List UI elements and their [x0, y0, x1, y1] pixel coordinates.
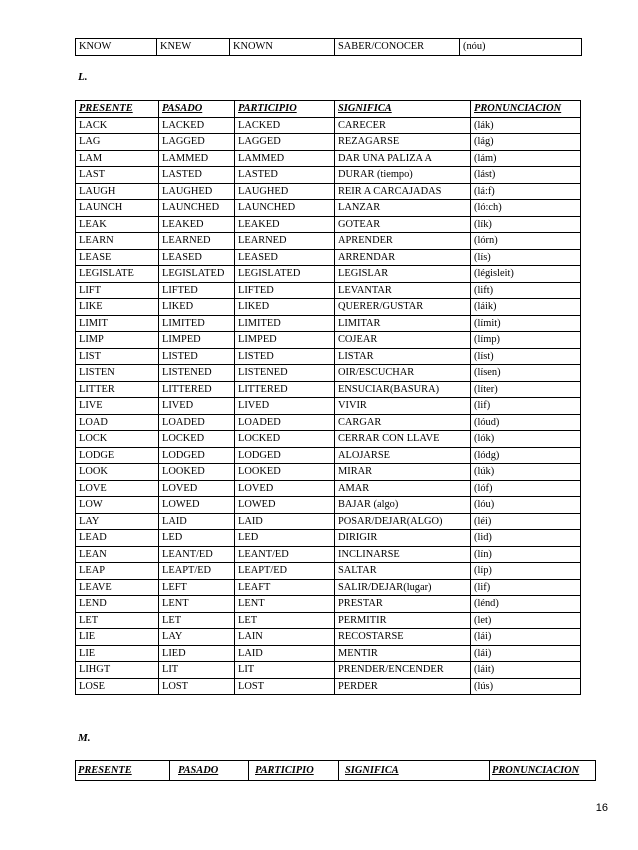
cell-participio: LEASED [235, 249, 335, 266]
cell-pronunciacion: (lái) [471, 629, 581, 646]
cell-participio: LODGED [235, 447, 335, 464]
cell-participio: LISTED [235, 348, 335, 365]
table-row [76, 480, 581, 497]
header-pasado: PASADO [159, 101, 235, 118]
cell-participio: LAUGHED [235, 183, 335, 200]
table-row [76, 530, 581, 547]
table-row [76, 579, 581, 596]
cell-participio: LAID [235, 645, 335, 662]
section-heading-l: L. [78, 71, 88, 83]
cell-significa: ARRENDAR [335, 249, 471, 266]
cell-presente: LOW [76, 497, 159, 514]
table-row [76, 134, 581, 151]
cell-pronunciacion: (lást) [471, 167, 581, 184]
cell-significa: OIR/ESCUCHAR [335, 365, 471, 382]
cell-pasado: LAID [159, 513, 235, 530]
cell-significa: RECOSTARSE [335, 629, 471, 646]
cell-pasado: LET [159, 612, 235, 629]
cell-participio: LAMMED [235, 150, 335, 167]
cell-significa: LIMITAR [335, 315, 471, 332]
cell-presente: LODGE [76, 447, 159, 464]
table-row [76, 381, 581, 398]
cell-pasado: LACKED [159, 117, 235, 134]
verbs-table-m-header [75, 760, 596, 781]
cell-presente: LIVE [76, 398, 159, 415]
table-row [76, 431, 581, 448]
table-row [76, 612, 581, 629]
cell-pasado: KNEW [157, 39, 230, 56]
table-row [76, 414, 581, 431]
cell-significa: SABER/CONOCER [335, 39, 460, 56]
cell-pronunciacion: (lid) [471, 530, 581, 547]
cell-participio: LIVED [235, 398, 335, 415]
header-presente: PRESENTE [76, 101, 159, 118]
table-row [76, 167, 581, 184]
cell-participio: LOVED [235, 480, 335, 497]
cell-pasado: LOOKED [159, 464, 235, 481]
table-row [76, 332, 581, 349]
table-row [76, 282, 581, 299]
table-row [76, 348, 581, 365]
cell-presente: KNOW [76, 39, 157, 56]
cell-significa: CARGAR [335, 414, 471, 431]
cell-pronunciacion: (lái) [471, 645, 581, 662]
cell-pronunciacion: (lódg) [471, 447, 581, 464]
cell-pasado: LIMPED [159, 332, 235, 349]
header-significa: SIGNIFICA [339, 761, 490, 781]
header-pronunciacion: PRONUNCIACION [490, 761, 596, 781]
header-pasado: PASADO [170, 761, 249, 781]
cell-pronunciacion: (lík) [471, 216, 581, 233]
cell-pasado: LAUNCHED [159, 200, 235, 217]
cell-significa: REZAGARSE [335, 134, 471, 151]
cell-significa: QUERER/GUSTAR [335, 299, 471, 316]
cell-pronunciacion: (lénd) [471, 596, 581, 613]
cell-presente: LEARN [76, 233, 159, 250]
cell-pasado: LITTERED [159, 381, 235, 398]
table-row [76, 150, 581, 167]
header-participio: PARTICIPIO [249, 761, 339, 781]
table-row [76, 249, 581, 266]
cell-participio: LEGISLATED [235, 266, 335, 283]
cell-pasado: LIMITED [159, 315, 235, 332]
cell-significa: VIVIR [335, 398, 471, 415]
cell-pronunciacion: (ló:ch) [471, 200, 581, 217]
cell-pasado: LEARNED [159, 233, 235, 250]
cell-participio: LOST [235, 678, 335, 695]
cell-pasado: LIVED [159, 398, 235, 415]
cell-significa: PERMITIR [335, 612, 471, 629]
cell-pasado: LODGED [159, 447, 235, 464]
cell-pronunciacion: (lús) [471, 678, 581, 695]
cell-presente: LOCK [76, 431, 159, 448]
cell-significa: COJEAR [335, 332, 471, 349]
cell-pronunciacion: (léi) [471, 513, 581, 530]
cell-pasado: LEGISLATED [159, 266, 235, 283]
cell-participio: LAGGED [235, 134, 335, 151]
cell-pronunciacion: (láit) [471, 662, 581, 679]
cell-presente: LOAD [76, 414, 159, 431]
cell-participio: LENT [235, 596, 335, 613]
cell-pronunciacion: (lís) [471, 249, 581, 266]
verbs-table-l [75, 100, 581, 695]
cell-pronunciacion: (lúk) [471, 464, 581, 481]
cell-pasado: LAGGED [159, 134, 235, 151]
cell-pronunciacion: (lísen) [471, 365, 581, 382]
table-row [76, 365, 581, 382]
table-row [76, 546, 581, 563]
cell-participio: LEANT/ED [235, 546, 335, 563]
section-heading-m: M. [78, 732, 91, 744]
cell-presente: LACK [76, 117, 159, 134]
cell-pronunciacion: (lám) [471, 150, 581, 167]
cell-significa: REIR A CARCAJADAS [335, 183, 471, 200]
cell-significa: BAJAR (algo) [335, 497, 471, 514]
cell-pasado: LOADED [159, 414, 235, 431]
table-row [76, 645, 581, 662]
know-row-table [75, 38, 582, 56]
cell-significa: LEVANTAR [335, 282, 471, 299]
cell-pasado: LOCKED [159, 431, 235, 448]
cell-participio: LIMPED [235, 332, 335, 349]
cell-participio: LOOKED [235, 464, 335, 481]
table-header-row [76, 101, 581, 118]
cell-significa: CARECER [335, 117, 471, 134]
cell-presente: LIKE [76, 299, 159, 316]
cell-presente: LOSE [76, 678, 159, 695]
cell-pasado: LIKED [159, 299, 235, 316]
cell-significa: DIRIGIR [335, 530, 471, 547]
table-row [76, 678, 581, 695]
table-row [76, 233, 581, 250]
cell-pasado: LEFT [159, 579, 235, 596]
cell-significa: DURAR (tiempo) [335, 167, 471, 184]
cell-significa: GOTEAR [335, 216, 471, 233]
cell-participio: LIT [235, 662, 335, 679]
table-row [76, 629, 581, 646]
cell-significa: DAR UNA PALIZA A [335, 150, 471, 167]
cell-pronunciacion: (lín) [471, 546, 581, 563]
cell-presente: LIHGT [76, 662, 159, 679]
cell-significa: MIRAR [335, 464, 471, 481]
cell-significa: PERDER [335, 678, 471, 695]
cell-significa: ALOJARSE [335, 447, 471, 464]
cell-pronunciacion: (lá:f) [471, 183, 581, 200]
cell-pasado: LOVED [159, 480, 235, 497]
cell-presente: LEAK [76, 216, 159, 233]
cell-significa: SALTAR [335, 563, 471, 580]
cell-presente: LIMIT [76, 315, 159, 332]
header-significa: SIGNIFICA [335, 101, 471, 118]
cell-significa: POSAR/DEJAR(ALGO) [335, 513, 471, 530]
cell-pronunciacion: (límit) [471, 315, 581, 332]
cell-pasado: LED [159, 530, 235, 547]
cell-pronunciacion: (líp) [471, 563, 581, 580]
cell-participio: LIFTED [235, 282, 335, 299]
cell-participio: LAIN [235, 629, 335, 646]
cell-significa: AMAR [335, 480, 471, 497]
cell-participio: LIMITED [235, 315, 335, 332]
cell-pronunciacion: (líter) [471, 381, 581, 398]
cell-pronunciacion: (líst) [471, 348, 581, 365]
table-row [76, 117, 581, 134]
cell-presente: LIE [76, 629, 159, 646]
table-row [76, 200, 581, 217]
cell-presente: LEGISLATE [76, 266, 159, 283]
cell-pasado: LEAKED [159, 216, 235, 233]
cell-presente: LAUNCH [76, 200, 159, 217]
cell-pronunciacion: (lók) [471, 431, 581, 448]
cell-pasado: LOWED [159, 497, 235, 514]
cell-participio: LEAFT [235, 579, 335, 596]
table-row [76, 216, 581, 233]
cell-presente: LOVE [76, 480, 159, 497]
cell-significa: APRENDER [335, 233, 471, 250]
table-row [76, 398, 581, 415]
cell-pronunciacion: (nóu) [460, 39, 582, 56]
cell-presente: LIMP [76, 332, 159, 349]
cell-presente: LEAVE [76, 579, 159, 596]
cell-presente: LIST [76, 348, 159, 365]
table-row [76, 513, 581, 530]
cell-significa: MENTIR [335, 645, 471, 662]
cell-pasado: LAY [159, 629, 235, 646]
cell-presente: LAG [76, 134, 159, 151]
cell-pronunciacion: (lif) [471, 579, 581, 596]
cell-significa: INCLINARSE [335, 546, 471, 563]
cell-pasado: LEAPT/ED [159, 563, 235, 580]
cell-pronunciacion: (lóf) [471, 480, 581, 497]
table-row [76, 39, 582, 56]
cell-pronunciacion: (lórn) [471, 233, 581, 250]
cell-pasado: LENT [159, 596, 235, 613]
cell-pronunciacion: (lif) [471, 398, 581, 415]
cell-presente: LEAD [76, 530, 159, 547]
cell-participio: LAID [235, 513, 335, 530]
header-pronunciacion: PRONUNCIACION [471, 101, 581, 118]
cell-presente: LAY [76, 513, 159, 530]
cell-pasado: LAUGHED [159, 183, 235, 200]
cell-pasado: LISTENED [159, 365, 235, 382]
cell-presente: LET [76, 612, 159, 629]
table-row [76, 183, 581, 200]
page-number: 16 [595, 802, 608, 814]
cell-significa: ENSUCIAR(BASURA) [335, 381, 471, 398]
table-row [76, 299, 581, 316]
header-participio: PARTICIPIO [235, 101, 335, 118]
table-header-row [76, 761, 596, 781]
cell-presente: LEASE [76, 249, 159, 266]
cell-participio: LIKED [235, 299, 335, 316]
cell-participio: LED [235, 530, 335, 547]
cell-significa: LANZAR [335, 200, 471, 217]
cell-pronunciacion: (lift) [471, 282, 581, 299]
cell-pronunciacion: (let) [471, 612, 581, 629]
cell-presente: LITTER [76, 381, 159, 398]
cell-presente: LEAN [76, 546, 159, 563]
cell-participio: LACKED [235, 117, 335, 134]
table-row [76, 662, 581, 679]
cell-participio: LEARNED [235, 233, 335, 250]
cell-participio: LOCKED [235, 431, 335, 448]
cell-pronunciacion: (láik) [471, 299, 581, 316]
cell-participio: LEAKED [235, 216, 335, 233]
table-row [76, 464, 581, 481]
cell-pasado: LIED [159, 645, 235, 662]
verbs-table-body [76, 117, 581, 695]
cell-pasado: LIFTED [159, 282, 235, 299]
cell-participio: LEAPT/ED [235, 563, 335, 580]
cell-presente: LAM [76, 150, 159, 167]
table-row [76, 447, 581, 464]
table-row [76, 563, 581, 580]
cell-pronunciacion: (lák) [471, 117, 581, 134]
cell-participio: LET [235, 612, 335, 629]
cell-pasado: LOST [159, 678, 235, 695]
cell-pronunciacion: (lóu) [471, 497, 581, 514]
cell-participio: LAUNCHED [235, 200, 335, 217]
cell-participio: LASTED [235, 167, 335, 184]
cell-pronunciacion: (lág) [471, 134, 581, 151]
table-row [76, 596, 581, 613]
cell-significa: PRENDER/ENCENDER [335, 662, 471, 679]
cell-participio: LISTENED [235, 365, 335, 382]
cell-pasado: LIT [159, 662, 235, 679]
table-row [76, 497, 581, 514]
cell-significa: PRESTAR [335, 596, 471, 613]
cell-pronunciacion: (lóud) [471, 414, 581, 431]
cell-pasado: LEANT/ED [159, 546, 235, 563]
cell-significa: LISTAR [335, 348, 471, 365]
cell-participio: LOADED [235, 414, 335, 431]
cell-pasado: LASTED [159, 167, 235, 184]
cell-significa: CERRAR CON LLAVE [335, 431, 471, 448]
cell-presente: LIFT [76, 282, 159, 299]
cell-presente: LOOK [76, 464, 159, 481]
cell-presente: LISTEN [76, 365, 159, 382]
cell-participio: KNOWN [230, 39, 335, 56]
cell-presente: LEND [76, 596, 159, 613]
cell-significa: SALIR/DEJAR(lugar) [335, 579, 471, 596]
cell-pasado: LISTED [159, 348, 235, 365]
cell-pronunciacion: (législeit) [471, 266, 581, 283]
cell-presente: LIE [76, 645, 159, 662]
cell-presente: LAST [76, 167, 159, 184]
table-row [76, 266, 581, 283]
cell-pronunciacion: (límp) [471, 332, 581, 349]
cell-presente: LAUGH [76, 183, 159, 200]
cell-pasado: LAMMED [159, 150, 235, 167]
cell-significa: LEGISLAR [335, 266, 471, 283]
cell-participio: LOWED [235, 497, 335, 514]
header-presente: PRESENTE [76, 761, 170, 781]
table-row [76, 315, 581, 332]
cell-pasado: LEASED [159, 249, 235, 266]
cell-participio: LITTERED [235, 381, 335, 398]
cell-presente: LEAP [76, 563, 159, 580]
